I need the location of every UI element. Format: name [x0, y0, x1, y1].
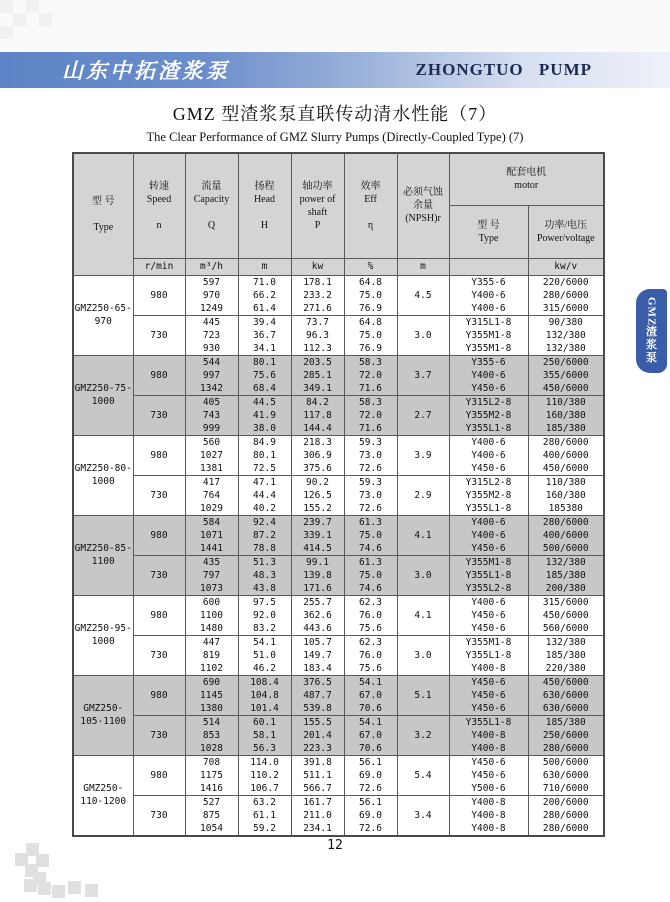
efficiency-cell: 62.3 76.0 75.6	[344, 595, 397, 635]
shaft-power-cell: 218.3 306.9 375.6	[291, 435, 344, 475]
head-cell: 97.5 92.0 83.2	[238, 595, 291, 635]
motor-type-cell: Y355M1-8 Y355L1-8 Y355L2-8	[449, 555, 528, 595]
efficiency-cell: 59.3 73.0 72.6	[344, 435, 397, 475]
model-cell: GMZ250-105-1100	[73, 675, 133, 755]
head-cell: 63.2 61.1 59.2	[238, 795, 291, 836]
shaft-power-cell: 391.8 511.1 566.7	[291, 755, 344, 795]
speed-cell: 980	[133, 595, 185, 635]
table-row	[73, 475, 604, 515]
head-cell: 114.0 110.2 106.7	[238, 755, 291, 795]
npsh-cell: 4.1	[397, 595, 449, 635]
header-motor-power: 功率/电压 Power/voltage	[528, 205, 604, 258]
shaft-power-cell: 203.5 285.1 349.1	[291, 355, 344, 395]
table-row	[73, 435, 604, 475]
motor-type-cell: Y315L1-8 Y355M1-8 Y355M1-8	[449, 315, 528, 355]
speed-cell: 730	[133, 715, 185, 755]
capacity-cell: 527 875 1054	[185, 795, 238, 836]
shaft-power-cell: 105.7 149.7 183.4	[291, 635, 344, 675]
speed-cell: 730	[133, 395, 185, 435]
tab-label-gmz: GMZ	[645, 296, 658, 327]
header-motor-type: 型 号 Type	[449, 205, 528, 258]
npsh-cell: 2.7	[397, 395, 449, 435]
header-speed: 转速 Speed n	[133, 153, 185, 258]
table-row	[73, 755, 604, 795]
speed-cell: 730	[133, 475, 185, 515]
motor-type-cell: Y355-6 Y400-6 Y450-6	[449, 355, 528, 395]
motor-type-cell: Y355-6 Y400-6 Y400-6	[449, 275, 528, 315]
head-cell: 84.9 80.1 72.5	[238, 435, 291, 475]
shaft-power-cell: 239.7 339.1 414.5	[291, 515, 344, 555]
page-number: 12	[327, 838, 343, 853]
table-row	[73, 315, 604, 355]
npsh-cell: 5.4	[397, 755, 449, 795]
capacity-cell: 600 1100 1480	[185, 595, 238, 635]
model-cell: GMZ250-75-1000	[73, 355, 133, 435]
page-title: GMZ 型渣浆泵直联传动清水性能（7）	[172, 104, 498, 124]
shaft-power-cell: 90.2 126.5 155.2	[291, 475, 344, 515]
table-row	[73, 395, 604, 435]
table-row	[73, 635, 604, 675]
unit-power: kw	[291, 258, 344, 275]
motor-power-cell: 185/380 250/6000 280/6000	[528, 715, 604, 755]
motor-power-cell: 200/6000 280/6000 280/6000	[528, 795, 604, 836]
unit-speed: r/min	[133, 258, 185, 275]
npsh-cell: 4.5	[397, 275, 449, 315]
brand-name-text: ZHONGTUO PUMP	[415, 60, 592, 79]
motor-power-cell: 250/6000 355/6000 450/6000	[528, 355, 604, 395]
capacity-cell: 445 723 930	[185, 315, 238, 355]
motor-power-cell: 500/6000 630/6000 710/6000	[528, 755, 604, 795]
table-row	[73, 275, 604, 315]
speed-cell: 730	[133, 635, 185, 675]
motor-power-cell: 450/6000 630/6000 630/6000	[528, 675, 604, 715]
table-row	[73, 555, 604, 595]
motor-power-cell: 220/6000 280/6000 315/6000	[528, 275, 604, 315]
efficiency-cell: 64.8 75.0 76.9	[344, 275, 397, 315]
head-cell: 80.1 75.6 68.4	[238, 355, 291, 395]
unit-npsh: m	[397, 258, 449, 275]
speed-cell: 980	[133, 755, 185, 795]
top-margin-band	[0, 0, 670, 52]
efficiency-cell: 62.3 76.0 75.6	[344, 635, 397, 675]
motor-type-cell: Y315L2-8 Y355M2-8 Y355L1-8	[449, 395, 528, 435]
efficiency-cell: 59.3 73.0 72.6	[344, 475, 397, 515]
table-row	[73, 515, 604, 555]
unit-capacity: m³/h	[185, 258, 238, 275]
motor-type-cell: Y400-6 Y400-6 Y450-6	[449, 515, 528, 555]
npsh-cell: 3.4	[397, 795, 449, 836]
table-row	[73, 795, 604, 836]
capacity-cell: 584 1071 1441	[185, 515, 238, 555]
speed-cell: 730	[133, 315, 185, 355]
npsh-cell: 3.2	[397, 715, 449, 755]
shaft-power-cell: 178.1 233.2 271.6	[291, 275, 344, 315]
head-cell: 47.1 44.4 40.2	[238, 475, 291, 515]
page-subtitle: The Clear Performance of GMZ Slurry Pumps (Directly-Coupled Type) (7)	[146, 130, 524, 144]
tab-label-cn-3: 泵	[646, 352, 657, 365]
head-cell: 71.0 66.2 61.4	[238, 275, 291, 315]
motor-power-cell: 132/380 185/380 200/380	[528, 555, 604, 595]
head-cell: 44.5 41.9 38.0	[238, 395, 291, 435]
capacity-cell: 597 970 1249	[185, 275, 238, 315]
tab-label-cn-2: 浆	[646, 339, 657, 352]
shaft-power-cell: 161.7 211.0 234.1	[291, 795, 344, 836]
capacity-cell: 690 1145 1380	[185, 675, 238, 715]
motor-type-cell: Y400-6 Y400-6 Y450-6	[449, 435, 528, 475]
capacity-cell: 447 819 1102	[185, 635, 238, 675]
speed-cell: 980	[133, 355, 185, 395]
table-row	[73, 675, 604, 715]
table-body	[73, 275, 604, 836]
section-index-tab	[636, 289, 667, 373]
capacity-cell: 708 1175 1416	[185, 755, 238, 795]
performance-table	[72, 152, 605, 837]
capacity-cell: 514 853 1028	[185, 715, 238, 755]
motor-type-cell: Y315L2-8 Y355M2-8 Y355L1-8	[449, 475, 528, 515]
motor-type-cell: Y355M1-8 Y355L1-8 Y400-8	[449, 635, 528, 675]
unit-head: m	[238, 258, 291, 275]
efficiency-cell: 58.3 72.0 71.6	[344, 395, 397, 435]
efficiency-cell: 64.8 75.0 76.9	[344, 315, 397, 355]
header-capacity: 流量 Capacity Q	[185, 153, 238, 258]
motor-power-cell: 280/6000 400/6000 450/6000	[528, 435, 604, 475]
npsh-cell: 3.0	[397, 635, 449, 675]
shaft-power-cell: 73.7 96.3 112.3	[291, 315, 344, 355]
shaft-power-cell: 376.5 487.7 539.8	[291, 675, 344, 715]
header-npsh: 必须气蚀 余量 (NPSH)r	[397, 153, 449, 258]
company-logo-calligraphy: 山东中拓渣浆泵	[62, 59, 230, 83]
head-cell: 39.4 36.7 34.1	[238, 315, 291, 355]
header-efficiency: 效率 Eff η	[344, 153, 397, 258]
capacity-cell: 435 797 1073	[185, 555, 238, 595]
motor-power-cell: 132/380 185/380 220/380	[528, 635, 604, 675]
efficiency-cell: 54.1 67.0 70.6	[344, 675, 397, 715]
table-row	[73, 355, 604, 395]
model-cell: GMZ250-110-1200	[73, 755, 133, 836]
motor-type-cell: Y400-8 Y400-8 Y400-8	[449, 795, 528, 836]
header-type: 型 号 Type	[73, 153, 133, 275]
capacity-cell: 560 1027 1381	[185, 435, 238, 475]
head-cell: 54.1 51.0 46.2	[238, 635, 291, 675]
speed-cell: 980	[133, 675, 185, 715]
head-cell: 51.3 48.3 43.8	[238, 555, 291, 595]
shaft-power-cell: 155.5 201.4 223.3	[291, 715, 344, 755]
motor-type-cell: Y355L1-8 Y400-8 Y400-8	[449, 715, 528, 755]
shaft-power-cell: 84.2 117.8 144.4	[291, 395, 344, 435]
motor-power-cell: 280/6000 400/6000 500/6000	[528, 515, 604, 555]
head-cell: 92.4 87.2 78.8	[238, 515, 291, 555]
efficiency-cell: 58.3 72.0 71.6	[344, 355, 397, 395]
motor-type-cell: Y450-6 Y450-6 Y500-6	[449, 755, 528, 795]
model-cell: GMZ250-80-1000	[73, 435, 133, 515]
capacity-cell: 544 997 1342	[185, 355, 238, 395]
units-row	[73, 258, 604, 275]
table-row	[73, 715, 604, 755]
unit-motor-type	[449, 258, 528, 275]
motor-power-cell: 90/380 132/380 132/380	[528, 315, 604, 355]
speed-cell: 980	[133, 275, 185, 315]
unit-motor-power: kw/v	[528, 258, 604, 275]
motor-type-cell: Y450-6 Y450-6 Y450-6	[449, 675, 528, 715]
efficiency-cell: 54.1 67.0 70.6	[344, 715, 397, 755]
motor-type-cell: Y400-6 Y450-6 Y450-6	[449, 595, 528, 635]
efficiency-cell: 56.1 69.0 72.6	[344, 755, 397, 795]
speed-cell: 980	[133, 435, 185, 475]
model-cell: GMZ250-65-970	[73, 275, 133, 355]
shaft-power-cell: 99.1 139.8 171.6	[291, 555, 344, 595]
npsh-cell: 3.0	[397, 315, 449, 355]
header-motor-group: 配套电机 motor	[449, 153, 604, 205]
motor-power-cell: 110/380 160/380 185/380	[528, 395, 604, 435]
efficiency-cell: 56.1 69.0 72.6	[344, 795, 397, 836]
head-cell: 108.4 104.8 101.4	[238, 675, 291, 715]
motor-power-cell: 315/6000 450/6000 560/6000	[528, 595, 604, 635]
npsh-cell: 3.0	[397, 555, 449, 595]
motor-power-cell: 110/380 160/380 185380	[528, 475, 604, 515]
npsh-cell: 2.9	[397, 475, 449, 515]
shaft-power-cell: 255.7 362.6 443.6	[291, 595, 344, 635]
brand-header-bar	[0, 52, 670, 88]
npsh-cell: 3.7	[397, 355, 449, 395]
model-cell: GMZ250-95-1000	[73, 595, 133, 675]
capacity-cell: 417 764 1029	[185, 475, 238, 515]
npsh-cell: 5.1	[397, 675, 449, 715]
header-head: 扬程 Head H	[238, 153, 291, 258]
table-header	[73, 153, 604, 275]
npsh-cell: 3.9	[397, 435, 449, 475]
header-shaft-power: 轴功率 power of shaft P	[291, 153, 344, 258]
speed-cell: 730	[133, 795, 185, 836]
speed-cell: 730	[133, 555, 185, 595]
efficiency-cell: 61.3 75.0 74.6	[344, 555, 397, 595]
unit-eff: %	[344, 258, 397, 275]
capacity-cell: 405 743 999	[185, 395, 238, 435]
npsh-cell: 4.1	[397, 515, 449, 555]
efficiency-cell: 61.3 75.0 74.6	[344, 515, 397, 555]
head-cell: 60.1 58.1 56.3	[238, 715, 291, 755]
table-row	[73, 595, 604, 635]
model-cell: GMZ250-85-1100	[73, 515, 133, 595]
tab-label-cn-1: 渣	[646, 326, 657, 339]
speed-cell: 980	[133, 515, 185, 555]
